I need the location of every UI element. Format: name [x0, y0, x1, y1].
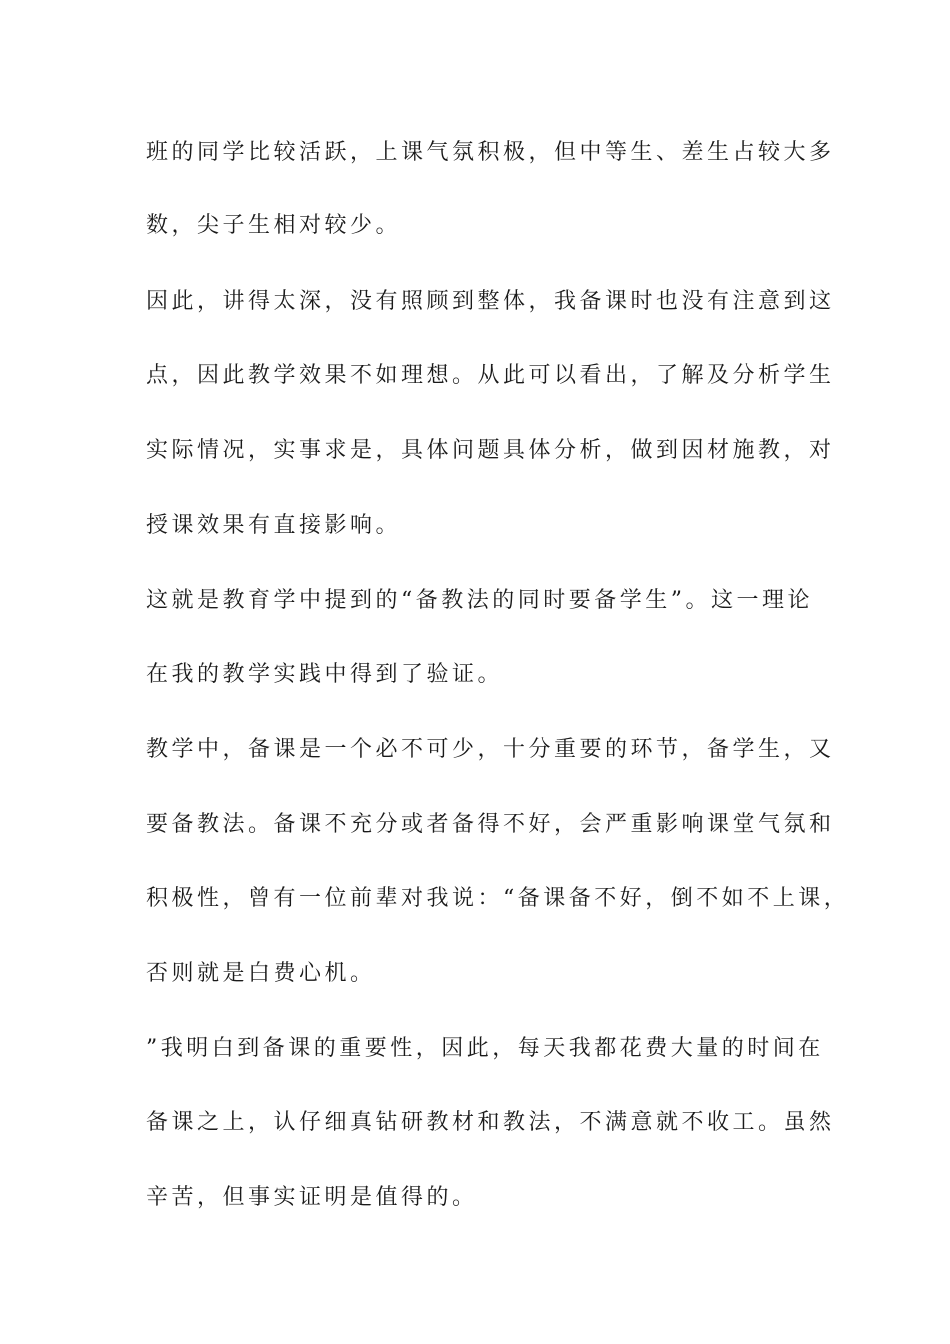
text-line: 要备教法。备课不充分或者备得不好，会严重影响课堂气氛和 [146, 812, 835, 837]
text-line: ”我明白到备课的重要性，因此，每天我都花费大量的时间在 [146, 1036, 824, 1061]
text-line: 辛苦，但事实证明是值得的。 [146, 1185, 478, 1210]
text-line: 否则就是白费心机。 [146, 961, 376, 986]
text-line: 因此，讲得太深，没有照顾到整体，我备课时也没有注意到这 [146, 289, 835, 314]
text-line: 积极性，曾有一位前辈对我说：“备课备不好，倒不如不上课， [146, 886, 850, 911]
text-line: 备课之上，认仔细真钻研教材和教法，不满意就不收工。虽然 [146, 1110, 835, 1135]
text-line: 点，因此教学效果不如理想。从此可以看出，了解及分析学生 [146, 363, 835, 388]
text-line: 这就是教育学中提到的“备教法的同时要备学生”。这一理论 [146, 588, 813, 613]
text-line: 数，尖子生相对较少。 [146, 213, 402, 238]
text-line: 授课效果有直接影响。 [146, 513, 402, 538]
text-line: 在我的教学实践中得到了验证。 [146, 662, 504, 687]
text-line: 实际情况，实事求是，具体问题具体分析，做到因材施教，对 [146, 438, 835, 463]
text-line: 班的同学比较活跃，上课气氛积极，但中等生、差生占较大多 [146, 140, 835, 165]
text-line: 教学中，备课是一个必不可少，十分重要的环节，备学生，又 [146, 737, 835, 762]
